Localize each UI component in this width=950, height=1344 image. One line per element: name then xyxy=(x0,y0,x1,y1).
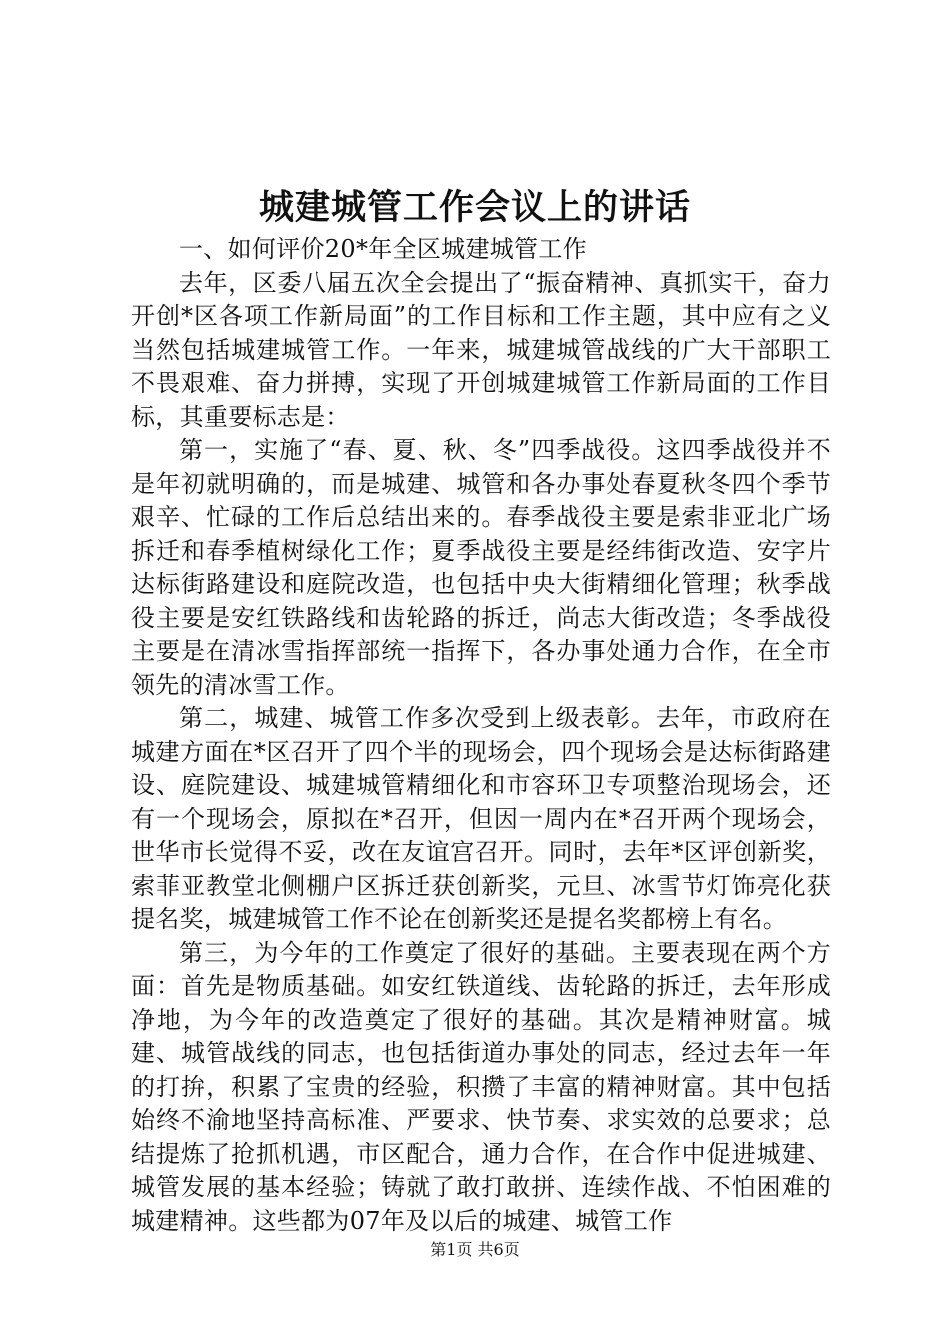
page-number-footer: 第1页 共6页 xyxy=(430,1240,520,1259)
paragraph-intro: 去年，区委八届五次全会提出了“振奋精神、真抓实干，奋力开创*区各项工作新局面”的工作目标和工作主题，其中应有之义当然包括城建城管工作。一年来，城建城管战线的广大干部职工不畏艰难、奋力拼搏，实现了开创城建城管工作新局面的工作目标，其重要标志是： xyxy=(131,268,831,431)
section-heading: 一、如何评价20*年全区城建城管工作 xyxy=(179,235,587,263)
paragraph-first-point: 第一，实施了“春、夏、秋、冬”四季战役。这四季战役并不是年初就明确的，而是城建、城管和各办事处春夏秋冬四个季节艰辛、忙碌的工作后总结出来的。春季战役主要是索非亚北广场拆迁和春季植树绿化工作；夏季战役主要是经纬街改造、安字片达标街路建设和庭院改造，也包括中央大街精细化管理；秋季战役主要是安红铁路线和齿轮路的拆迁，尚志大街改造；冬季战役主要是在清冰雪指挥部统一指挥下，各办事处通力合作，在全市领先的清冰雪工作。 xyxy=(131,436,831,699)
paragraph-third-point: 第三，为今年的工作奠定了很好的基础。主要表现在两个方面：首先是物质基础。如安红铁道线、齿轮路的拆迁，去年形成净地，为今年的改造奠定了很好的基础。其次是精神财富。城建、城管战线的同志，也包括街道办事处的同志，经过去年一年的打拚，积累了宝贵的经验，积攒了丰富的精神财富。其中包括始终不渝地坚持高标准、严要求、快节奏、求实效的总要求；总结提炼了抢抓机遇，市区配合，通力合作，在合作中促进城建、城管发展的基本经验；铸就了敢打敢拼、连续作战、不怕困难的城建精神。这些都为07年及以后的城建、城管工作 xyxy=(131,938,831,1235)
paragraph-second-point: 第二，城建、城管工作多次受到上级表彰。去年，市政府在城建方面在*区召开了四个半的现场会，四个现场会是达标街路建设、庭院建设、城建城管精细化和市容环卫专项整治现场会，还有一个现场会，原拟在*召开，但因一周内在*召开两个现场会，世华市长觉得不妥，改在友谊宫召开。同时，去年*区评创新奖，索菲亚教堂北侧棚户区拆迁获创新奖，元旦、冰雪节灯饰亮化获提名奖，城建城管工作不论在创新奖还是提名奖都榜上有名。 xyxy=(131,704,831,933)
document-title: 城建城管工作会议上的讲话 xyxy=(258,188,691,228)
document-body xyxy=(131,233,831,1238)
